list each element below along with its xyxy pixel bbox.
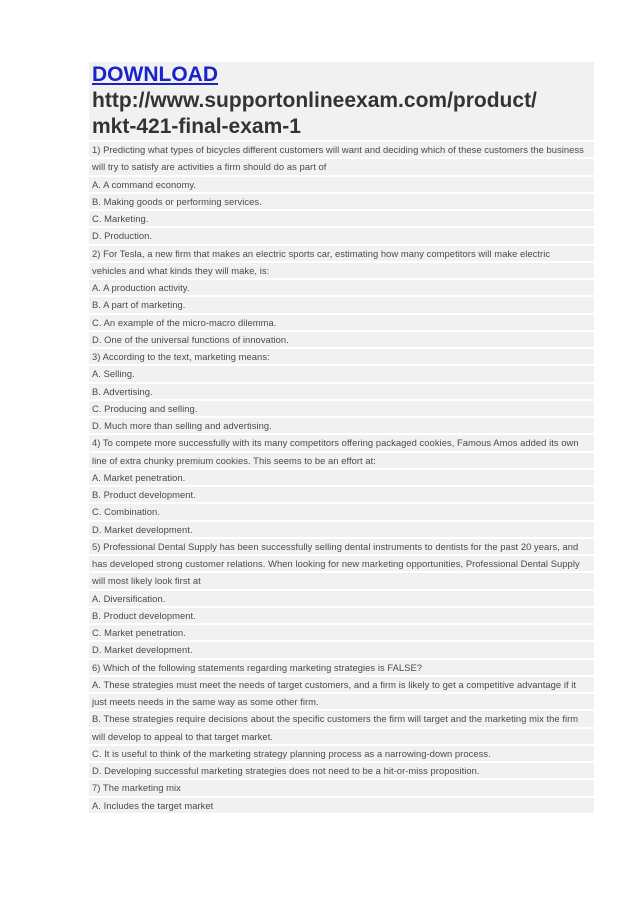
- text-line: D. Market development.: [89, 642, 594, 657]
- url-line-2: mkt-421-final-exam-1: [92, 115, 301, 138]
- text-line: D. Production.: [89, 228, 594, 243]
- text-line: vehicles and what kinds they will make, is:: [89, 263, 594, 278]
- text-line: C. Market penetration.: [89, 625, 594, 640]
- text-line: 7) The marketing mix: [89, 780, 594, 795]
- text-line: B. A part of marketing.: [89, 297, 594, 312]
- header-block: [89, 62, 594, 140]
- text-line: D. Market development.: [89, 522, 594, 537]
- text-line: 2) For Tesla, a new firm that makes an electric sports car, estimating how many competitors will make electric: [89, 246, 594, 261]
- product-url-link[interactable]: [92, 88, 594, 140]
- text-line: C. It is useful to think of the marketing strategy planning process as a narrowing-down process.: [89, 746, 594, 761]
- text-line: line of extra chunky premium cookies. This seems to be an effort at:: [89, 453, 594, 468]
- text-line: 6) Which of the following statements regarding marketing strategies is FALSE?: [89, 660, 594, 675]
- text-line: 3) According to the text, marketing means:: [89, 349, 594, 364]
- question-list: [89, 142, 594, 813]
- text-line: A. A command economy.: [89, 177, 594, 192]
- text-line: will develop to appeal to that target market.: [89, 729, 594, 744]
- text-line: 1) Predicting what types of bicycles different customers will want and deciding which of these customers the business: [89, 142, 594, 157]
- text-line: C. Combination.: [89, 504, 594, 519]
- text-line: B. These strategies require decisions about the specific customers the firm will target and the marketing mix the firm: [89, 711, 594, 726]
- document-page: [89, 62, 594, 813]
- text-line: B. Product development.: [89, 608, 594, 623]
- text-line: 5) Professional Dental Supply has been successfully selling dental instruments to dentists for the past 20 years, and: [89, 539, 594, 554]
- text-line: A. A production activity.: [89, 280, 594, 295]
- text-line: A. Diversification.: [89, 591, 594, 606]
- text-line: 4) To compete more successfully with its many competitors offering packaged cookies, Famous Amos added its own: [89, 435, 594, 450]
- download-link[interactable]: DOWNLOAD: [92, 63, 218, 86]
- text-line: A. Selling.: [89, 366, 594, 381]
- text-line: D. One of the universal functions of innovation.: [89, 332, 594, 347]
- text-line: has developed strong customer relations. When looking for new marketing opportunities, Professional Dental Supply: [89, 556, 594, 571]
- text-line: D. Developing successful marketing strategies does not need to be a hit-or-miss proposition.: [89, 763, 594, 778]
- text-line: A. Market penetration.: [89, 470, 594, 485]
- url-line-1: http://www.supportonlineexam.com/product/: [92, 89, 537, 112]
- text-line: C. Marketing.: [89, 211, 594, 226]
- text-line: C. Producing and selling.: [89, 401, 594, 416]
- text-line: B. Advertising.: [89, 384, 594, 399]
- text-line: B. Product development.: [89, 487, 594, 502]
- text-line: just meets needs in the same way as some other firm.: [89, 694, 594, 709]
- text-line: A. Includes the target market: [89, 798, 594, 813]
- text-line: will most likely look first at: [89, 573, 594, 588]
- text-line: A. These strategies must meet the needs of target customers, and a firm is likely to get a competitive advantage if it: [89, 677, 594, 692]
- text-line: D. Much more than selling and advertising.: [89, 418, 594, 433]
- text-line: B. Making goods or performing services.: [89, 194, 594, 209]
- text-line: C. An example of the micro-macro dilemma.: [89, 315, 594, 330]
- text-line: will try to satisfy are activities a firm should do as part of: [89, 159, 594, 174]
